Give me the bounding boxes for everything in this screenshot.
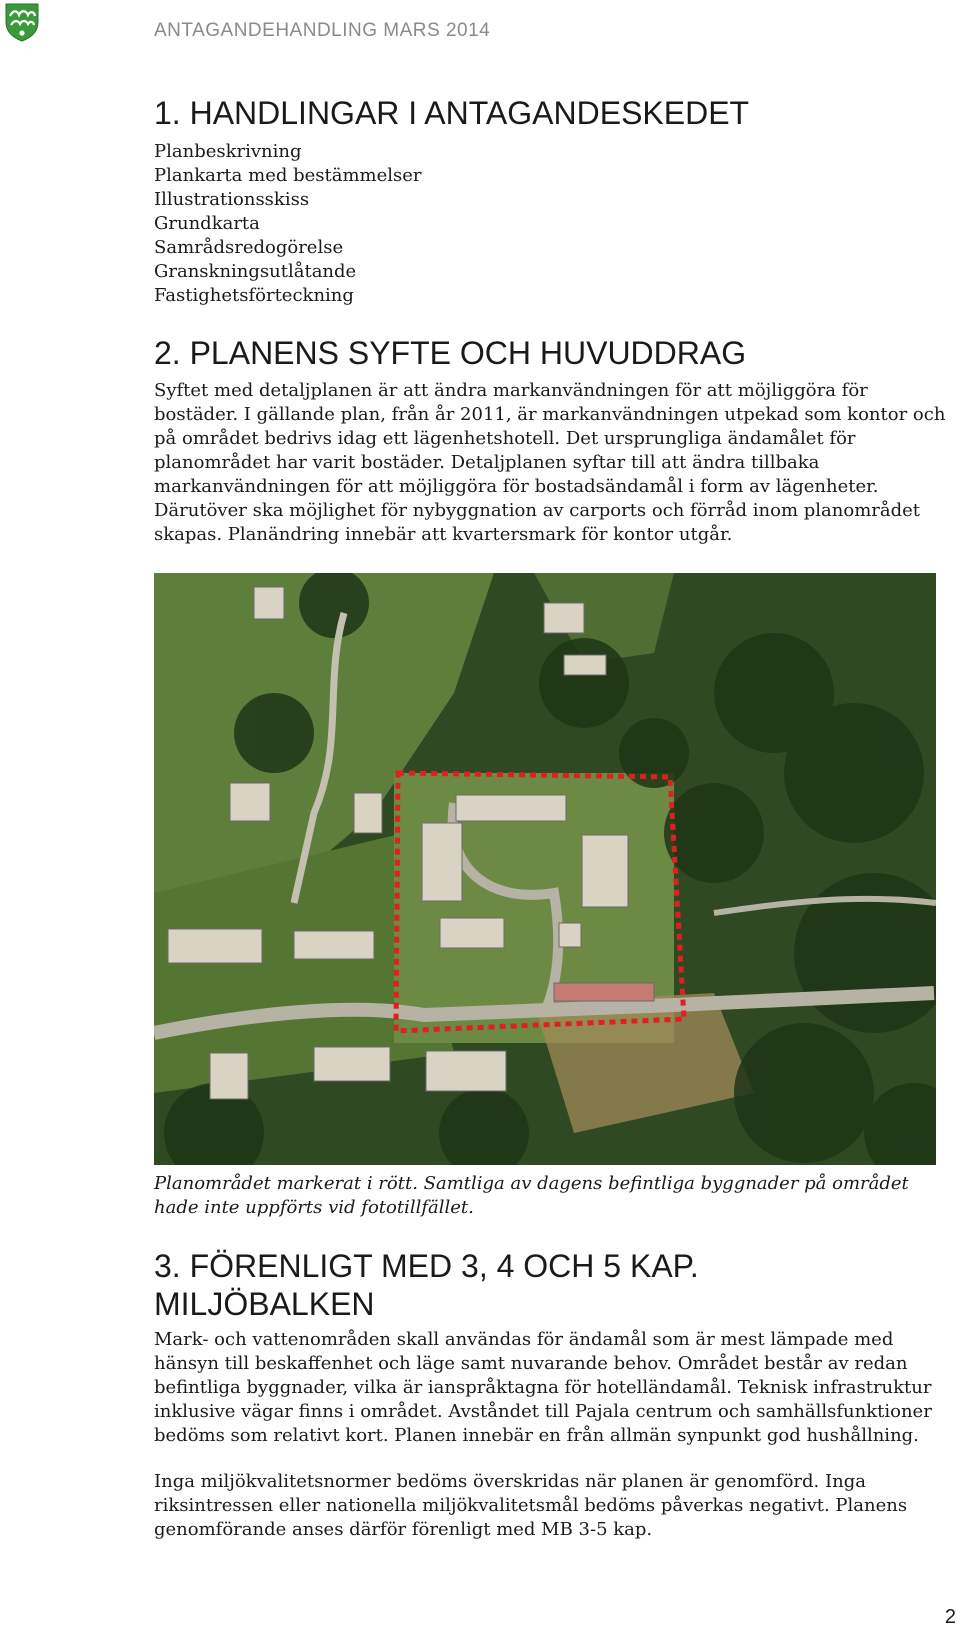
text-line: genomförande anses därför förenligt med MB 3-5 kap. [154, 1519, 653, 1540]
list-item: Fastighetsförteckning [154, 285, 354, 306]
section-2-heading: 2. PLANENS SYFTE OCH HUVUDDRAG [154, 335, 747, 371]
municipality-crest-logo [4, 2, 40, 42]
caption-line: hade inte uppförts vid fototillfället. [154, 1197, 474, 1218]
text-line: bostäder. I gällande plan, från år 2011, är markanvändningen utpekad som kontor och [154, 404, 946, 425]
section-1-heading: 1. HANDLINGAR I ANTAGANDESKEDET [154, 95, 750, 131]
text-line: Därutöver ska möjlighet för nybyggnation av carports och förråd inom planområdet [154, 500, 921, 521]
text-line: planområdet har varit bostäder. Detaljplanen syftar till att ändra tillbaka [154, 452, 820, 473]
section-3-paragraph-2 [154, 1470, 960, 1542]
list-item: Planbeskrivning [154, 141, 302, 162]
list-item: Samrådsredogörelse [154, 237, 344, 258]
section-2-paragraph [154, 379, 960, 547]
heading-line: 3. FÖRENLIGT MED 3, 4 OCH 5 KAP. [154, 1248, 699, 1284]
aerial-photo [154, 573, 936, 1165]
text-line: bedöms som relativt kort. Planen innebär en från allmän synpunkt god hushållning. [154, 1425, 919, 1446]
text-line: hänsyn till beskaffenhet och läge samt nuvarande behov. Området består av redan [154, 1353, 908, 1374]
text-line: på området bedrivs idag ett lägenhetshotell. Det ursprungliga ändamålet för [154, 428, 856, 449]
section-3-heading [154, 1247, 699, 1323]
page-number: 2 [944, 1606, 956, 1628]
photo-caption [154, 1172, 909, 1220]
list-item: Plankarta med bestämmelser [154, 165, 422, 186]
list-item: Illustrationsskiss [154, 189, 310, 210]
section-3-paragraph-1 [154, 1328, 960, 1448]
caption-line: Planområdet markerat i rött. Samtliga av dagens befintliga byggnader på området [154, 1173, 909, 1194]
text-line: Syftet med detaljplanen är att ändra markanvändningen för att möjliggöra för [154, 380, 868, 401]
heading-line: MILJÖBALKEN [154, 1286, 375, 1322]
text-line: Mark- och vattenområden skall användas för ändamål som är mest lämpade med [154, 1329, 894, 1350]
document-list [154, 140, 422, 308]
text-line: inklusive vägar finns i området. Avståndet till Pajala centrum och samhällsfunktioner [154, 1401, 932, 1422]
list-item: Granskningsutlåtande [154, 261, 357, 282]
text-line: skapas. Planändring innebär att kvartersmark för kontor utgår. [154, 524, 733, 545]
text-line: befintliga byggnader, vilka är ianspråktagna för hotelländamål. Teknisk infrastruktur [154, 1377, 932, 1398]
text-line: riksintressen eller nationella miljökvalitetsmål bedöms påverkas negativt. Planens [154, 1495, 908, 1516]
list-item: Grundkarta [154, 213, 260, 234]
running-header: ANTAGANDEHANDLING MARS 2014 [154, 20, 491, 41]
text-line: markanvändningen för att möjliggöra för bostadsändamål i form av lägenheter. [154, 476, 879, 497]
text-line: Inga miljökvalitetsnormer bedöms överskridas när planen är genomförd. Inga [154, 1471, 866, 1492]
